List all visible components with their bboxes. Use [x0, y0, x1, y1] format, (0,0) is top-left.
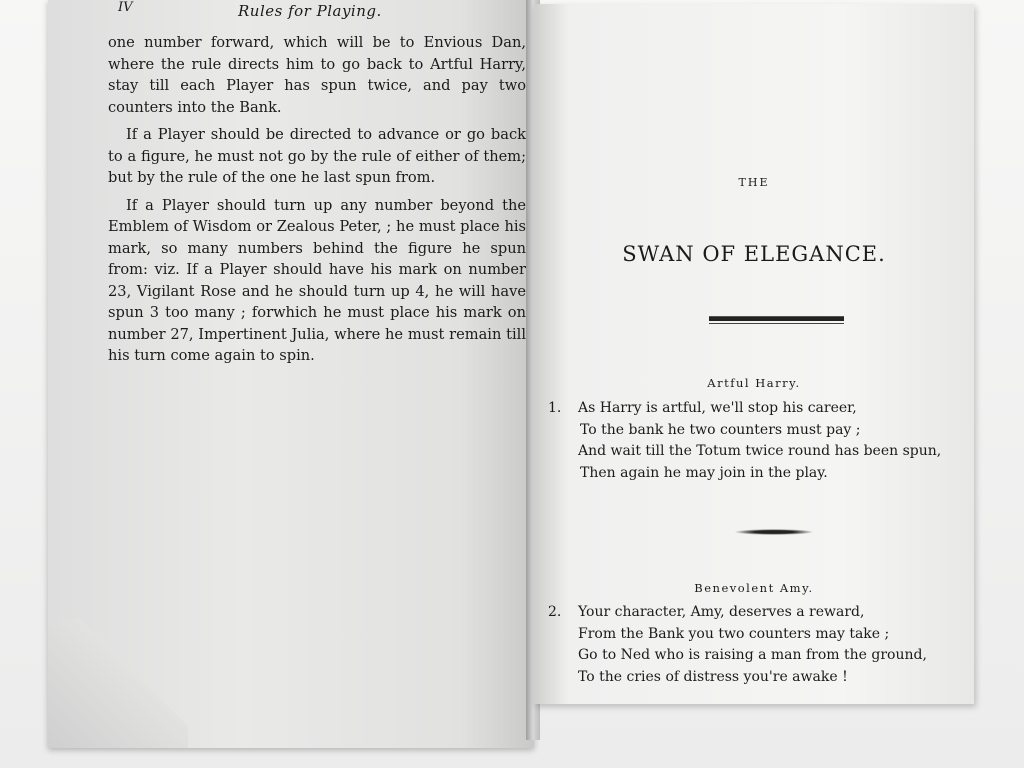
- verse-line: Then again he may join in the play.: [580, 464, 828, 481]
- book-title: SWAN OF ELEGANCE.: [622, 242, 886, 266]
- ornamental-divider: [734, 529, 814, 535]
- title-divider: [709, 316, 844, 321]
- left-page: [48, 0, 534, 748]
- paragraph: If a Player should be directed to advance or go back to a figure, he must not go by the rule of either of them; but by the rule of the one he last spun from.: [108, 126, 526, 186]
- verse-line: To the bank he two counters must pay ;: [580, 421, 861, 438]
- verse-heading: Benevolent Amy.: [694, 581, 814, 595]
- verse-line: Go to Ned who is raising a man from the ground,: [578, 647, 927, 663]
- verse-number: 1.: [548, 400, 562, 416]
- paragraph: one number forward, which will be to Envious Dan, where the rule directs him to go back to Artful Harry, stay till each Player has spun twice, and pay two counters into the Bank.: [108, 34, 526, 116]
- verse-heading: Artful Harry.: [707, 376, 801, 390]
- verse-line: Your character, Amy, deserves a reward,: [578, 604, 865, 620]
- paragraph: If a Player should turn up any number beyond the Emblem of Wisdom or Zealous Peter, ; he must place his mark, so many numbers behind the figure he spun from: viz. If a Player should have his mark on number 23, Vigilant Rose and he should turn up 4, he will have spun 3 too many ; forwhich he must place his mark on number 27, Impertinent Julia, where he must remain till his turn come again to spin.: [108, 196, 526, 364]
- running-head: Rules for Playing.: [238, 2, 382, 20]
- title-prefix: THE: [738, 176, 770, 189]
- verse-number: 2.: [548, 604, 562, 620]
- rules-text: [108, 32, 526, 373]
- right-page: [534, 4, 974, 704]
- verse-line: To the cries of distress you're awake !: [578, 668, 848, 685]
- open-booklet: [40, 0, 980, 760]
- verse-line: From the Bank you two counters may take ;: [578, 625, 890, 642]
- verse-line: And wait till the Totum twice round has been spun,: [578, 443, 942, 459]
- verse-line: As Harry is artful, we'll stop his career,: [578, 400, 857, 416]
- page-number: IV: [118, 0, 133, 15]
